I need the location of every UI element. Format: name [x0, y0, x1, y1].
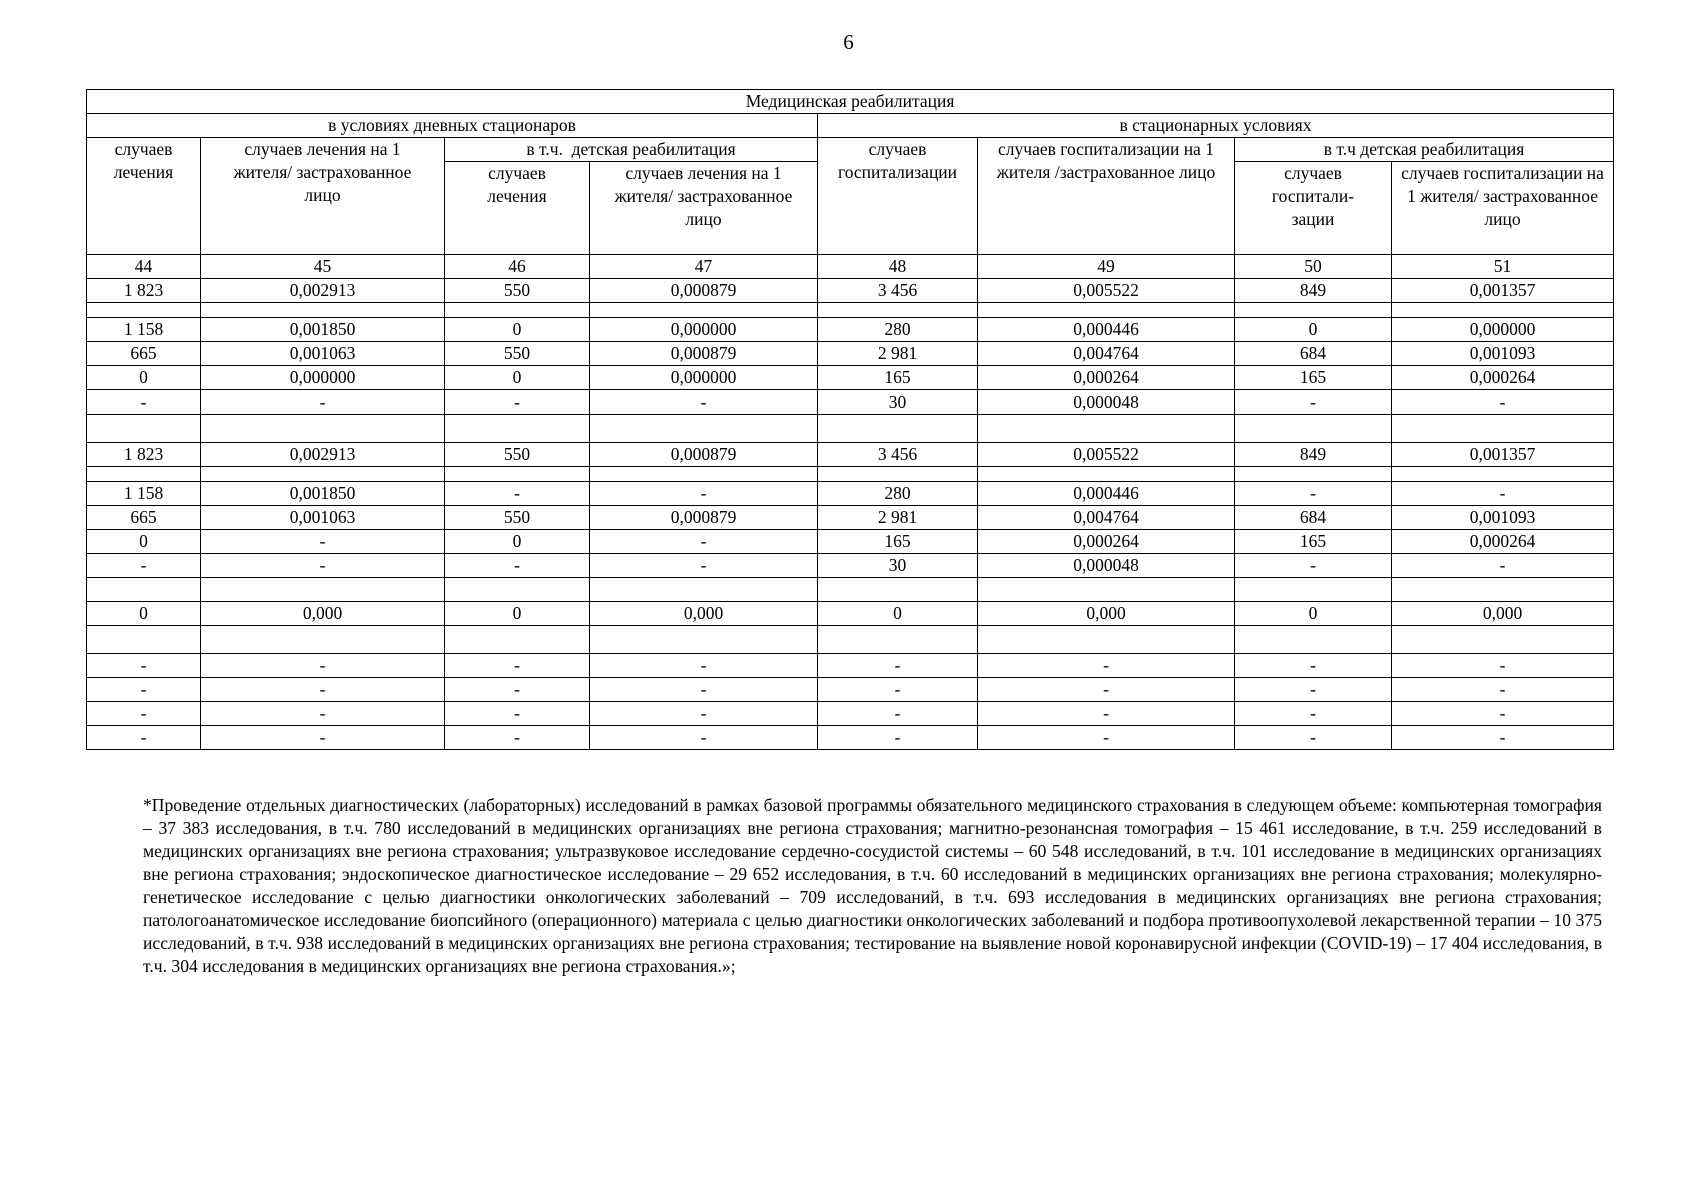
table-cell: 0,000000 — [1392, 318, 1614, 342]
table-cell: - — [590, 654, 818, 678]
table-cell: 849 — [1235, 443, 1392, 467]
table-cell: - — [87, 390, 201, 415]
table-cell: - — [1392, 390, 1614, 415]
table-cell: 0,001850 — [201, 318, 445, 342]
table-cell: - — [201, 390, 445, 415]
table-cell: 0,000264 — [978, 366, 1235, 390]
table-cell: 0,000 — [201, 602, 445, 626]
table-cell: 550 — [445, 342, 590, 366]
table-cell: 1 158 — [87, 318, 201, 342]
table-cell — [590, 303, 818, 318]
table-cell: - — [201, 726, 445, 750]
table-cell: 280 — [818, 482, 978, 506]
table-cell: 165 — [1235, 530, 1392, 554]
table-cell: 550 — [445, 279, 590, 303]
table-cell: - — [1235, 554, 1392, 578]
table-cell: 0,000000 — [201, 366, 445, 390]
table-cell — [445, 626, 590, 654]
col-header-51: случаев госпитализации на 1 жителя/ застрахованное лицо — [1392, 162, 1614, 255]
column-number: 51 — [1392, 255, 1614, 279]
table-cell: - — [445, 702, 590, 726]
table-cell: - — [87, 554, 201, 578]
table-cell: 0,000048 — [978, 554, 1235, 578]
table-title: Медицинская реабилитация — [87, 90, 1614, 114]
table-cell: 665 — [87, 506, 201, 530]
table-row — [87, 578, 1614, 602]
table-cell — [1235, 467, 1392, 482]
table-cell — [978, 415, 1235, 443]
column-number: 50 — [1235, 255, 1392, 279]
table-cell: - — [1235, 726, 1392, 750]
table-cell: 3 456 — [818, 279, 978, 303]
table-cell: - — [1392, 678, 1614, 702]
table-cell: 0 — [87, 602, 201, 626]
table-row — [87, 654, 1614, 678]
table-cell: - — [978, 726, 1235, 750]
table-cell: - — [818, 726, 978, 750]
table-cell — [87, 626, 201, 654]
table-cell: - — [1392, 554, 1614, 578]
table-cell: 0,000879 — [590, 342, 818, 366]
table-cell: 0,000879 — [590, 443, 818, 467]
table-cell: 165 — [1235, 366, 1392, 390]
table-cell — [201, 303, 445, 318]
table-cell — [978, 303, 1235, 318]
table-cell: 1 823 — [87, 443, 201, 467]
table-cell: - — [818, 654, 978, 678]
table-cell: 0,000264 — [1392, 530, 1614, 554]
table-cell: 0 — [445, 366, 590, 390]
table-cell: 0,004764 — [978, 506, 1235, 530]
table-cell: 0,000264 — [1392, 366, 1614, 390]
table-cell: - — [1392, 726, 1614, 750]
table-cell: 0,000879 — [590, 279, 818, 303]
table-cell: 0 — [445, 602, 590, 626]
table-row — [87, 506, 1614, 530]
table-cell: 0,000 — [978, 602, 1235, 626]
table-cell: - — [1235, 702, 1392, 726]
table-cell — [445, 303, 590, 318]
subgroup-stationary-children: в т.ч детская реабилитация — [1235, 138, 1614, 162]
table-cell — [1392, 415, 1614, 443]
table-cell — [1235, 415, 1392, 443]
col-header-50: случаев госпитали-зации — [1235, 162, 1392, 255]
table-cell — [1235, 626, 1392, 654]
table-cell: 550 — [445, 506, 590, 530]
table-cell: 0,002913 — [201, 443, 445, 467]
table-body — [87, 90, 1614, 750]
table-cell: 165 — [818, 530, 978, 554]
table-cell: 1 158 — [87, 482, 201, 506]
table-cell: 0 — [445, 318, 590, 342]
table-cell — [978, 626, 1235, 654]
column-number: 47 — [590, 255, 818, 279]
table-cell: - — [818, 678, 978, 702]
table-cell: 165 — [818, 366, 978, 390]
table-cell: - — [978, 654, 1235, 678]
table-cell: 849 — [1235, 279, 1392, 303]
table-cell: 0 — [1235, 602, 1392, 626]
col-header-44: случаев лечения — [87, 138, 201, 255]
column-number: 45 — [201, 255, 445, 279]
table-cell — [818, 467, 978, 482]
table-cell: - — [445, 726, 590, 750]
table-cell — [87, 415, 201, 443]
table-cell: 2 981 — [818, 506, 978, 530]
table-cell: - — [445, 678, 590, 702]
table-cell: - — [590, 554, 818, 578]
table-row — [87, 602, 1614, 626]
table-row — [87, 415, 1614, 443]
table-cell: - — [1392, 654, 1614, 678]
table-cell — [1392, 303, 1614, 318]
table-cell — [818, 578, 978, 602]
table-row — [87, 342, 1614, 366]
table-cell: 30 — [818, 390, 978, 415]
table-cell: 0 — [445, 530, 590, 554]
rehabilitation-table — [86, 89, 1614, 750]
table-cell — [590, 467, 818, 482]
col-header-47: случаев лечения на 1 жителя/ застрахованное лицо — [590, 162, 818, 255]
table-cell: - — [87, 678, 201, 702]
table-cell: 1 823 — [87, 279, 201, 303]
table-cell: 0,000 — [1392, 602, 1614, 626]
table-cell — [590, 415, 818, 443]
table-cell — [87, 303, 201, 318]
table-cell: 0,005522 — [978, 443, 1235, 467]
subgroup-day-children: в т.ч. детская реабилитация — [445, 138, 818, 162]
table-cell: - — [590, 390, 818, 415]
table-cell: 0,000446 — [978, 482, 1235, 506]
table-cell: - — [87, 702, 201, 726]
column-number: 44 — [87, 255, 201, 279]
group-day-hospital: в условиях дневных стационаров — [87, 114, 818, 138]
table-cell: 0,001357 — [1392, 279, 1614, 303]
table-cell — [87, 578, 201, 602]
table-cell: 30 — [818, 554, 978, 578]
table-cell: - — [201, 554, 445, 578]
table-cell — [445, 415, 590, 443]
table-cell: - — [445, 554, 590, 578]
table-cell — [87, 467, 201, 482]
table-cell: - — [978, 702, 1235, 726]
table-cell — [978, 578, 1235, 602]
column-number-row — [87, 255, 1614, 279]
table-cell: 684 — [1235, 506, 1392, 530]
table-row — [87, 678, 1614, 702]
footnote: *Проведение отдельных диагностических (лабораторных) исследований в рамках базовой программы обязательного медицинского страхования в следующем объеме: компьютерная томография – 37 383 исследования, в т.ч. 780 исследований в медицинских организациях вне региона страхования; магнитно-резонансная томография – 15 461 исследование, в т.ч. 259 исследований в медицинских организациях вне региона страхования; ультразвуковое исследование сердечно-сосудистой системы – 60 548 исследований, в т.ч. 101 исследование в медицинских организациях вне региона страхования; эндоскопическое диагностическое исследование – 29 652 исследования, в т.ч. 60 исследований в медицинских организациях вне региона страхования; молекулярно-генетическое исследование с целью диагностики онкологических заболеваний – 709 исследований, в т.ч. 693 исследования в медицинских организациях вне региона страхования; патологоанатомическое исследование биопсийного (операционного) материала с целью диагностики онкологических заболеваний и подбора противоопухолевой лекарственной терапии – 10 375 исследований, в т.ч. 938 исследований в медицинских организациях вне региона страхования; тестирование на выявление новой коронавирусной инфекции (COVID-19) – 17 404 исследования, в т.ч. 304 исследования в медицинских организациях вне региона страхования.»; — [143, 795, 1602, 976]
table-cell: 0,002913 — [201, 279, 445, 303]
table-row — [87, 366, 1614, 390]
column-number: 49 — [978, 255, 1235, 279]
table-cell: - — [445, 390, 590, 415]
table-cell: 0,000446 — [978, 318, 1235, 342]
table-row — [87, 318, 1614, 342]
table-cell: - — [87, 654, 201, 678]
table-cell: 0,005522 — [978, 279, 1235, 303]
table-cell — [201, 578, 445, 602]
table-cell: 684 — [1235, 342, 1392, 366]
table-cell: - — [590, 482, 818, 506]
table-cell: 3 456 — [818, 443, 978, 467]
table-cell: - — [445, 654, 590, 678]
table-cell — [818, 303, 978, 318]
table-cell: - — [201, 654, 445, 678]
table-cell — [1235, 578, 1392, 602]
table-row — [87, 279, 1614, 303]
table-cell: - — [1235, 390, 1392, 415]
column-number: 48 — [818, 255, 978, 279]
table-row — [87, 702, 1614, 726]
table-cell — [818, 626, 978, 654]
table-cell: - — [201, 530, 445, 554]
col-header-49: случаев госпитализации на 1 жителя /застрахованное лицо — [978, 138, 1235, 255]
table-cell: - — [590, 702, 818, 726]
table-cell — [445, 578, 590, 602]
table-cell: 665 — [87, 342, 201, 366]
table-cell — [1392, 467, 1614, 482]
col-header-48: случаев госпитализации — [818, 138, 978, 255]
table-row — [87, 726, 1614, 750]
table-cell: - — [87, 726, 201, 750]
page-number: 6 — [843, 30, 854, 54]
table-row — [87, 443, 1614, 467]
table-cell — [445, 467, 590, 482]
table-cell: 0,001093 — [1392, 342, 1614, 366]
table-cell: 0,001063 — [201, 342, 445, 366]
col-header-45: случаев лечения на 1 жителя/ застрахованное лицо — [201, 138, 445, 255]
table-cell: 0 — [1235, 318, 1392, 342]
table-row — [87, 530, 1614, 554]
table-cell: - — [590, 530, 818, 554]
table-row — [87, 467, 1614, 482]
table-cell: 0 — [818, 602, 978, 626]
table-row — [87, 554, 1614, 578]
table-cell: - — [1392, 482, 1614, 506]
table-cell: 0,000 — [590, 602, 818, 626]
table-cell: 0,000000 — [590, 366, 818, 390]
table-cell: 0 — [87, 366, 201, 390]
table-cell: - — [1392, 702, 1614, 726]
group-stationary: в стационарных условиях — [818, 114, 1614, 138]
table-cell: - — [201, 702, 445, 726]
table-cell — [201, 415, 445, 443]
table-cell — [1235, 303, 1392, 318]
table-cell: - — [445, 482, 590, 506]
table-cell: 0,001850 — [201, 482, 445, 506]
table-cell: - — [590, 678, 818, 702]
table-cell: 0,000264 — [978, 530, 1235, 554]
table-cell: 0,000000 — [590, 318, 818, 342]
table-cell: 2 981 — [818, 342, 978, 366]
table-row — [87, 390, 1614, 415]
table-cell: 0,000048 — [978, 390, 1235, 415]
table-cell: - — [978, 678, 1235, 702]
table-cell — [1392, 578, 1614, 602]
table-cell — [590, 578, 818, 602]
table-cell — [201, 467, 445, 482]
table-cell: 550 — [445, 443, 590, 467]
table-cell: - — [201, 678, 445, 702]
table-row — [87, 482, 1614, 506]
table-cell: 0,001357 — [1392, 443, 1614, 467]
table-cell: 280 — [818, 318, 978, 342]
table-cell — [978, 467, 1235, 482]
table-cell — [818, 415, 978, 443]
table-cell: 0,001093 — [1392, 506, 1614, 530]
table-cell: - — [1235, 678, 1392, 702]
table-cell — [201, 626, 445, 654]
table-cell: - — [590, 726, 818, 750]
table-cell — [590, 626, 818, 654]
table-row — [87, 626, 1614, 654]
table-row — [87, 303, 1614, 318]
table-cell: - — [1235, 654, 1392, 678]
table-cell: 0,004764 — [978, 342, 1235, 366]
table-cell — [1392, 626, 1614, 654]
table-cell: 0,001063 — [201, 506, 445, 530]
table-cell: 0,000879 — [590, 506, 818, 530]
table-cell: - — [818, 702, 978, 726]
table-cell: - — [1235, 482, 1392, 506]
column-number: 46 — [445, 255, 590, 279]
col-header-46: случаев лечения — [445, 162, 590, 255]
table-cell: 0 — [87, 530, 201, 554]
